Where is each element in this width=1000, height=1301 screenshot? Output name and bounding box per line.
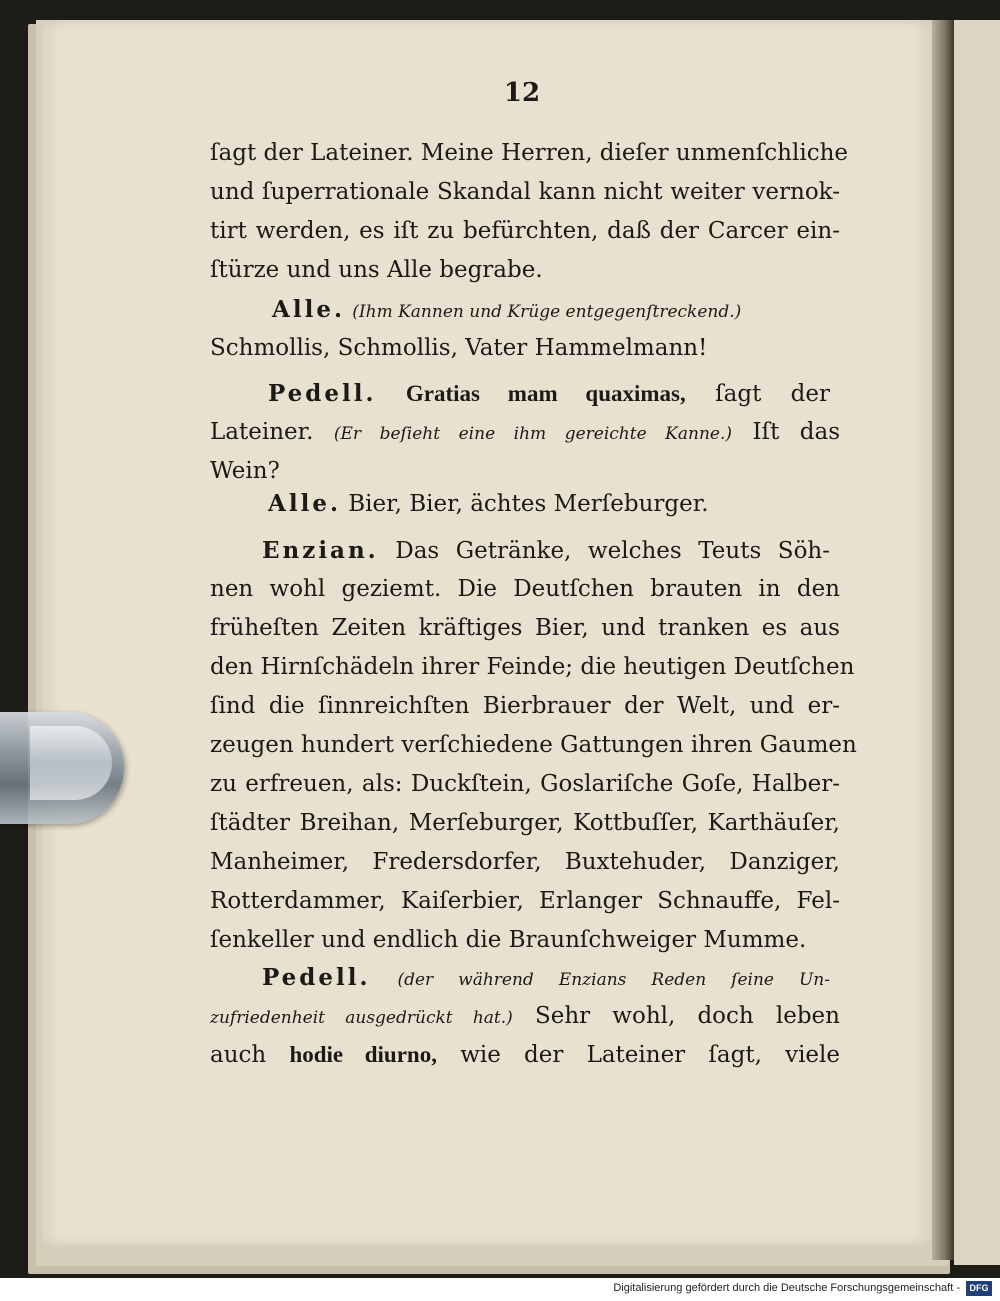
text-line: ſind die ſinnreichſten Bierbrauer der Welt, und er- xyxy=(210,693,840,719)
text-line: ſtürze und uns Alle begrabe. xyxy=(210,257,543,283)
funding-notice: Digitalisierung gefördert durch die Deutsche Forschungsgemeinschaft - xyxy=(613,1282,960,1294)
speech-alle-2 xyxy=(268,490,828,517)
text-line: früheſten Zeiten kräftiges Bier, und tranken es aus xyxy=(210,615,840,641)
text-line xyxy=(210,1003,840,1029)
speaker-name: Enzian. xyxy=(262,537,379,564)
text-line: zeugen hundert verſchiedene Gattungen ihren Gaumen xyxy=(210,732,857,758)
text-line: ſenkeller und endlich die Braunſchweiger Mumme. xyxy=(210,927,807,953)
text-line: nen wohl geziemt. Die Deutſchen brauten in den xyxy=(210,576,840,602)
text-line: ſagt der Lateiner. Meine Herren, dieſer unmenſchliche xyxy=(210,140,849,166)
text-span: wie der Lateiner ſagt, viele xyxy=(460,1042,841,1068)
speaker-name: Pedell. xyxy=(262,964,371,991)
speaker-name: Alle. xyxy=(268,490,341,517)
facing-page-edge xyxy=(954,20,1000,1265)
speaker-name: Pedell. xyxy=(268,380,377,407)
text-line: tirt werden, es iſt zu befürchten, daß der Carcer ein- xyxy=(210,218,840,244)
stage-direction: (Ihm Kannen und Krüge entgegenſtreckend.) xyxy=(352,302,742,322)
speech-pedell-1 xyxy=(268,380,830,407)
text-line: Schmollis, Schmollis, Vater Hammelmann! xyxy=(210,335,708,361)
text-line: ſtädter Breihan, Merſeburger, Kottbuſſer, Karthäuſer, xyxy=(210,810,840,836)
text-span: Das Getränke, welches Teuts Söh- xyxy=(395,538,830,564)
text-span: Lateiner. xyxy=(210,419,314,445)
text-span: ſagt der xyxy=(715,381,831,407)
text-line: zu erfreuen, als: Duckſtein, Goslariſche Goſe, Halber- xyxy=(210,771,840,797)
text-span: Sehr wohl, doch leben xyxy=(534,1003,840,1029)
text-line: den Hirnſchädeln ihrer Feinde; die heutigen Deutſchen xyxy=(210,654,855,680)
footer-bar xyxy=(0,1278,1000,1301)
stage-direction: (Er beſieht eine ihm gereichte Kanne.) xyxy=(333,424,733,444)
text-line: Manheimer, Fredersdorfer, Buxtehuder, Danziger, xyxy=(210,849,840,875)
speech-enzian xyxy=(262,537,830,564)
book-gutter xyxy=(932,20,954,1260)
dfg-logo: DFG xyxy=(966,1281,992,1296)
text-span: Bier, Bier, ächtes Merſeburger. xyxy=(348,491,709,517)
latin-phrase: Gratias mam quaximas, xyxy=(405,381,686,406)
text-line: und ſuperrationale Skandal kann nicht weiter vernok- xyxy=(210,179,840,205)
speech-pedell-2 xyxy=(262,964,830,991)
text-line xyxy=(210,1042,840,1068)
text-line xyxy=(210,419,840,445)
speech-alle-1 xyxy=(272,296,832,323)
stage-direction: (der während Enzians Reden ſeine Un- xyxy=(397,970,830,990)
speaker-name: Alle. xyxy=(272,296,345,323)
text-span: Iſt das xyxy=(752,419,840,445)
latin-phrase: hodie diurno, xyxy=(289,1042,437,1067)
paper-clip-highlight xyxy=(30,726,112,800)
text-line: Wein? xyxy=(210,458,280,484)
text-line: Rotterdammer, Kaiſerbier, Erlanger Schnauffe, Fel- xyxy=(210,888,840,914)
page-number: 12 xyxy=(503,78,541,108)
stage-direction: zufriedenheit ausgedrückt hat.) xyxy=(210,1008,513,1028)
text-span: auch xyxy=(210,1042,267,1068)
